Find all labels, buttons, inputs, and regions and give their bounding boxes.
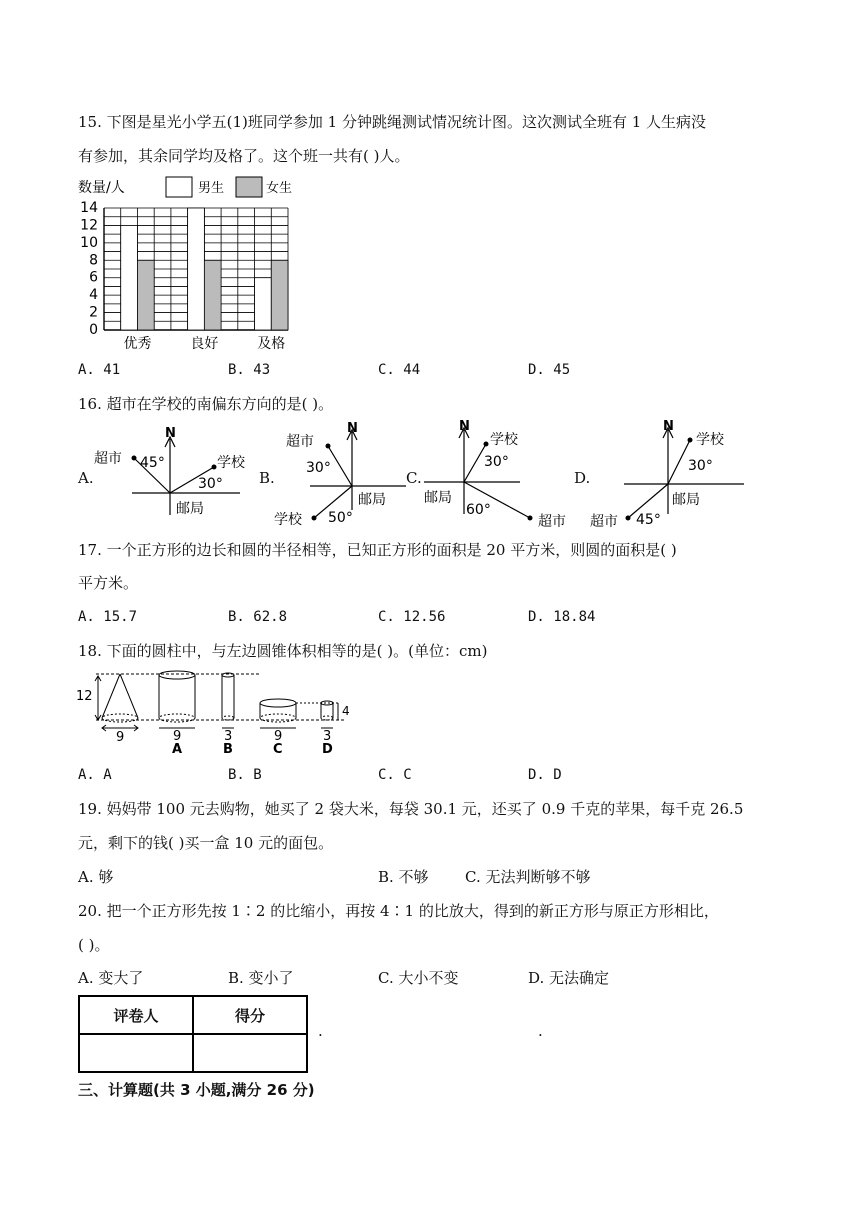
q16-diagram-a	[90, 425, 260, 525]
shop-point	[528, 516, 533, 521]
q17-line2: 平方米。	[78, 574, 139, 592]
cylinder-a-diameter: 9	[173, 729, 182, 744]
angle-label-1: 30°	[688, 458, 713, 474]
shop-point	[626, 516, 631, 521]
bar-boys	[188, 208, 205, 330]
q18-option-a[interactable]: A. A	[78, 767, 112, 783]
q19-option-b[interactable]: B. 不够	[378, 868, 429, 886]
bar-boys	[121, 225, 138, 330]
y-tick-label: 8	[89, 252, 98, 269]
school-label: 学校	[274, 512, 302, 528]
school-label: 学校	[696, 432, 724, 448]
score-table	[78, 995, 308, 1073]
cylinder-c-label: C	[273, 742, 283, 757]
post-label: 邮局	[424, 490, 452, 506]
y-tick-label: 10	[80, 234, 98, 251]
q16-diagram-b	[272, 420, 412, 530]
q17-option-a[interactable]: A. 15.7	[78, 609, 138, 625]
cylinder-c-diameter: 9	[274, 729, 283, 744]
cylinder-d	[321, 701, 333, 720]
shop-label: 超市	[538, 514, 566, 530]
shop-point	[326, 444, 331, 449]
angle-label-2: 30°	[198, 476, 223, 492]
cylinder-d-diameter: 3	[323, 729, 332, 744]
q17-option-b[interactable]: B. 62.8	[228, 609, 288, 625]
q19-line2: 元，剩下的钱( )买一盒 10 元的面包。	[78, 834, 334, 852]
angle-label-2: 50°	[328, 510, 353, 526]
q15-option-d[interactable]: D. 45	[528, 362, 571, 378]
y-tick-label: 2	[89, 304, 98, 321]
grader-header: 评卷人	[79, 996, 193, 1034]
bar-chart	[74, 172, 334, 352]
y-tick-label: 14	[80, 200, 98, 216]
score-cell[interactable]	[193, 1034, 307, 1072]
legend-label-boys: 男生	[198, 181, 225, 196]
shop-label: 超市	[94, 451, 122, 467]
angle-label-2: 45°	[636, 512, 661, 528]
q18-option-c[interactable]: C. C	[378, 767, 412, 783]
post-label: 邮局	[672, 492, 700, 508]
legend-swatch-girls	[236, 177, 262, 197]
q19-option-c[interactable]: C. 无法判断够不够	[465, 868, 591, 886]
school-point	[212, 465, 217, 470]
q16-diagram-d	[588, 418, 748, 530]
bar-boys	[255, 278, 272, 330]
x-category-label: 及格	[257, 336, 286, 352]
cylinder-b-diameter: 3	[224, 729, 233, 744]
q15-line1: 15. 下图是星光小学五(1)班同学参加 1 分钟跳绳测试情况统计图。这次测试全班有 1 人生病没	[78, 113, 707, 131]
cylinder-a	[159, 671, 195, 722]
q18-line1: 18. 下面的圆柱中，与左边圆锥体积相等的是( )。(单位：cm)	[78, 642, 488, 660]
school-point	[484, 442, 489, 447]
north-label: N	[459, 419, 470, 434]
shop-point	[132, 456, 137, 461]
q20-line2: ( )。	[78, 936, 110, 954]
cone	[102, 674, 138, 722]
y-tick-label: 12	[80, 217, 98, 234]
angle-label-2: 60°	[466, 502, 491, 518]
q20-option-d[interactable]: D. 无法确定	[528, 969, 610, 987]
north-label: N	[347, 421, 358, 436]
school-label: 学校	[490, 432, 518, 448]
angle-label-1: 30°	[484, 454, 509, 470]
score-header: 得分	[193, 996, 307, 1034]
school-point	[312, 516, 317, 521]
dot-1: .	[318, 1022, 323, 1040]
cylinder-b	[222, 673, 234, 720]
q16-label-b[interactable]: B.	[259, 469, 275, 487]
x-category-label: 良好	[190, 336, 219, 352]
cone-diameter: 9	[116, 730, 125, 745]
y-tick-label: 4	[89, 287, 98, 304]
q15-line2: 有参加，其余同学均及格了。这个班一共有( )人。	[78, 147, 410, 165]
school-point	[688, 438, 693, 443]
bar-girls	[271, 260, 288, 330]
post-label: 邮局	[176, 501, 204, 517]
x-category-label: 优秀	[123, 336, 152, 352]
north-label: N	[663, 419, 674, 434]
legend-label-girls: 女生	[266, 181, 293, 196]
chart-ylabel: 数量/人	[78, 180, 125, 196]
q18-option-b[interactable]: B. B	[228, 767, 262, 783]
q15-option-c[interactable]: C. 44	[378, 362, 421, 378]
q17-line1: 17. 一个正方形的边长和圆的半径相等，已知正方形的面积是 20 平方米，则圆的面积是( )	[78, 541, 677, 559]
q16-line1: 16. 超市在学校的南偏东方向的是( )。	[78, 395, 334, 413]
q20-option-c[interactable]: C. 大小不变	[378, 969, 459, 987]
q17-option-c[interactable]: C. 12.56	[378, 609, 446, 625]
q15-option-a[interactable]: A. 41	[78, 362, 121, 378]
cylinder-d-label: D	[322, 742, 333, 757]
q18-figure	[74, 668, 374, 758]
school-label: 学校	[217, 455, 245, 471]
shop-label: 超市	[590, 514, 618, 530]
q16-label-c[interactable]: C.	[406, 469, 422, 487]
legend-swatch-boys	[166, 177, 192, 197]
q20-option-b[interactable]: B. 变小了	[228, 969, 294, 987]
q18-option-d[interactable]: D. D	[528, 767, 562, 783]
q16-label-d[interactable]: D.	[574, 469, 591, 487]
shop-label: 超市	[286, 434, 314, 450]
bar-girls	[137, 260, 154, 330]
cylinder-b-label: B	[223, 742, 233, 757]
height-label: 12	[76, 689, 93, 704]
q15-option-b[interactable]: B. 43	[228, 362, 271, 378]
cylinder-d-height: 4	[342, 704, 350, 718]
cylinder-a-label: A	[172, 742, 183, 757]
q20-line1: 20. 把一个正方形先按 1∶2 的比缩小，再按 4∶1 的比放大，得到的新正方形与原正方形相比，	[78, 902, 719, 920]
q17-option-d[interactable]: D. 18.84	[528, 609, 596, 625]
angle-label-1: 45°	[140, 455, 165, 471]
q16-label-a[interactable]: A.	[78, 469, 94, 487]
q19-option-a[interactable]: A. 够	[78, 868, 114, 886]
y-tick-label: 0	[89, 322, 98, 338]
grader-cell[interactable]	[79, 1034, 193, 1072]
north-label: N	[165, 426, 176, 441]
q19-line1: 19. 妈妈带 100 元去购物，她买了 2 袋大米，每袋 30.1 元，还买了 0.9 千克的苹果，每千克 26.5	[78, 800, 744, 818]
bar-girls	[204, 260, 221, 330]
angle-label-1: 30°	[306, 460, 331, 476]
cylinder-c	[260, 699, 296, 722]
section-title: 三、计算题(共 3 小题,满分 26 分)	[78, 1081, 315, 1099]
y-tick-label: 6	[89, 269, 98, 286]
post-label: 邮局	[358, 492, 386, 508]
q16-diagram-c	[420, 418, 580, 530]
q20-option-a[interactable]: A. 变大了	[78, 969, 144, 987]
dot-2: .	[538, 1022, 543, 1040]
